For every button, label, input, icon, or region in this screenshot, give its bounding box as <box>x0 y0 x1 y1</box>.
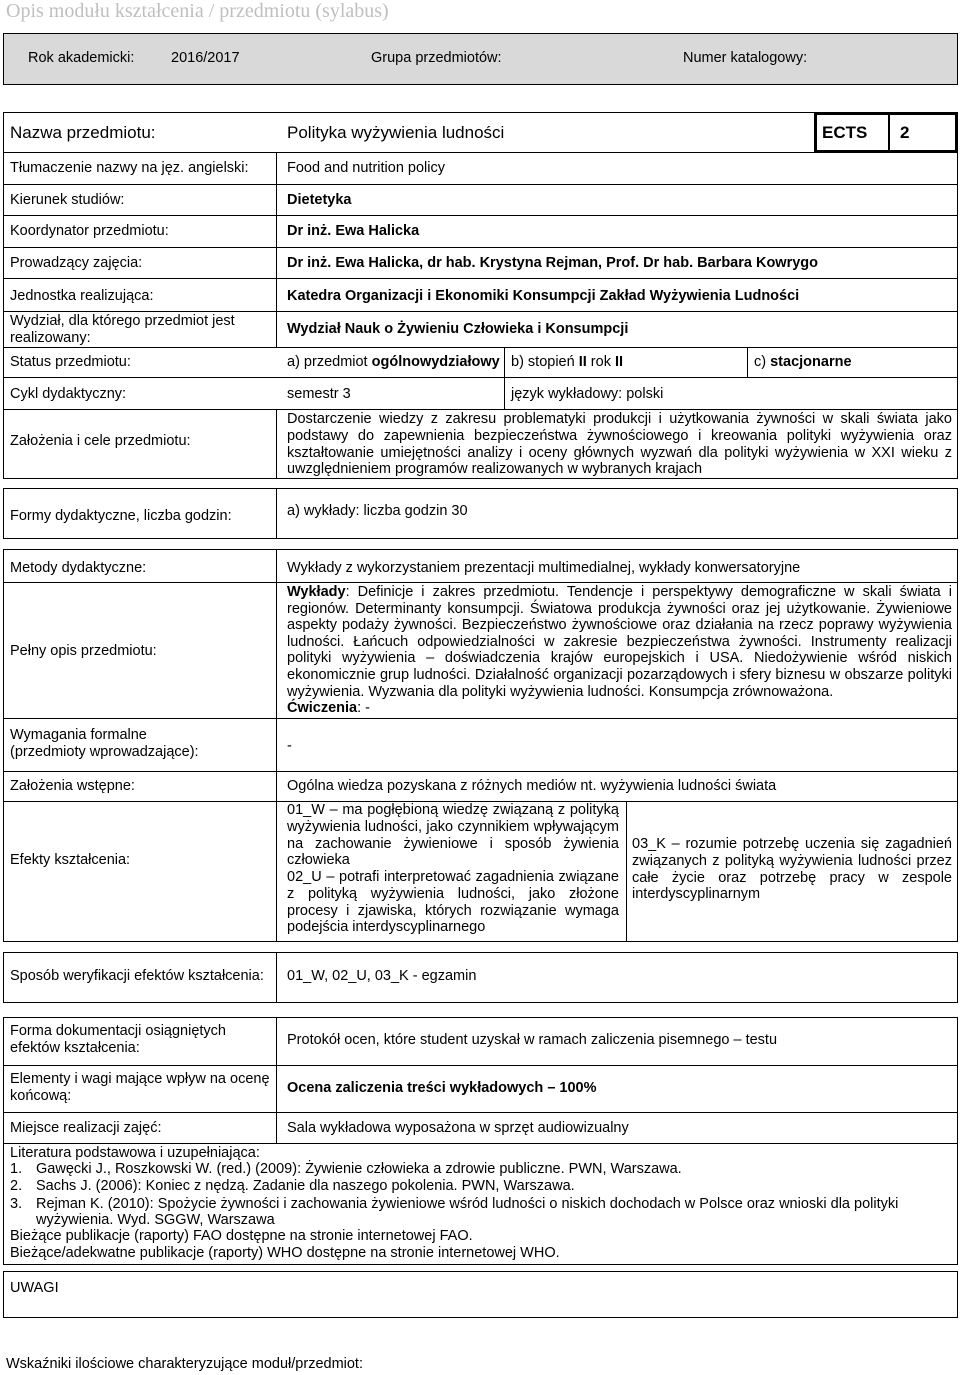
divider <box>3 184 958 185</box>
documentation-value: Protokół ocen, które student uzyskał w ramach zaliczenia pisemnego – testu <box>287 1032 778 1048</box>
divider <box>3 582 958 583</box>
unit-label: Jednostka realizująca: <box>10 288 154 304</box>
methods-label: Metody dydaktyczne: <box>10 560 147 576</box>
literature-extra-1: Bieżące publikacje (raporty) FAO dostępne na stronie internetowej FAO. <box>10 1228 473 1244</box>
divider <box>626 801 627 942</box>
ects-label: ECTS <box>822 123 868 142</box>
verification-value: 01_W, 02_U, 03_K - egzamin <box>287 968 477 984</box>
status-mode: c) stacjonarne <box>754 354 852 370</box>
literature-num-3: 3. <box>10 1196 23 1212</box>
divider <box>888 112 890 152</box>
divider <box>3 1065 958 1066</box>
requirements-label: Wymagania formalne <box>10 727 147 743</box>
goals-text: Dostarczenie wiedzy z zakresu problematyki produkcji i użytkowania żywności w skali świata jako podstawy do zapewnienia bezpieczeństwa żywnościowego i kreowania polityki wyżywienia oraz kształtowanie umiejętności analizy i oceny głównych wyzwań dla polityki wyżywienia w XXI wieku z uwzględnieniem programów realizowanych w wybranych krajach <box>287 411 952 478</box>
translation-label: Tłumaczenie nazwy na jęz. angielski: <box>10 160 249 176</box>
divider <box>3 247 958 248</box>
cycle-row <box>3 377 958 410</box>
weights-label-cont: końcową: <box>10 1088 72 1104</box>
divider <box>276 152 277 348</box>
divider <box>504 377 505 410</box>
cycle-semester: semestr 3 <box>287 386 351 402</box>
prerequisites-value: Ogólna wiedza pozyskana z różnych mediów nt. wyżywienia ludności świata <box>287 778 777 794</box>
goals-label: Założenia i cele przedmiotu: <box>10 433 191 449</box>
status-label: Status przedmiotu: <box>10 354 131 370</box>
place-value: Sala wykładowa wyposażona w sprzęt audiowizualny <box>287 1120 629 1136</box>
status-type: a) przedmiot ogólnowydziałowy <box>287 354 500 370</box>
prerequisites-label: Założenia wstępne: <box>10 778 135 794</box>
status-degree: b) stopień II rok II <box>511 354 624 370</box>
unit-value: Katedra Organizacji i Ekonomiki Konsumpcji Zakład Wyżywienia Ludności <box>287 288 800 304</box>
literature-num-2: 2. <box>10 1178 23 1194</box>
group-label: Grupa przedmiotów: <box>371 50 502 66</box>
remarks-label: UWAGI <box>10 1280 59 1296</box>
remarks-box <box>3 1271 958 1318</box>
cycle-label: Cykl dydaktyczny: <box>10 386 127 402</box>
literature-item-3: Rejman K. (2010): Spożycie żywności i zachowania żywieniowe wśród ludności o niskich dochodach w Polsce oraz wnioski dla polityki <box>36 1196 899 1212</box>
divider <box>3 1112 958 1113</box>
cycle-language: język wykładowy: polski <box>511 386 664 402</box>
academic-year-value: 2016/2017 <box>171 50 240 66</box>
literature-extra-2: Bieżące/adekwatne publikacje (raporty) WHO dostępne na stronie internetowej WHO. <box>10 1245 560 1261</box>
divider <box>276 549 277 942</box>
divider <box>3 215 958 216</box>
divider <box>3 311 958 312</box>
ects-value: 2 <box>900 123 910 142</box>
description-label: Pełny opis przedmiotu: <box>10 643 157 659</box>
divider <box>276 409 277 479</box>
outcome-competence: 03_K – rozumie potrzebę uczenia się zagadnień związanych z polityką wyżywienia ludności przez całe życie oraz potrzebę pracy w zespole interdyscyplinarnym <box>632 836 952 903</box>
place-label: Miejsce realizacji zajęć: <box>10 1120 162 1136</box>
coordinator-value: Dr inż. Ewa Halicka <box>287 223 420 239</box>
course-name-label: Nazwa przedmiotu: <box>10 123 156 142</box>
divider <box>3 718 958 719</box>
divider <box>276 952 277 1003</box>
divider <box>504 347 505 378</box>
weights-value: Ocena zaliczenia treści wykładowych – 100% <box>287 1080 597 1096</box>
faculty-value: Wydział Nauk o Żywieniu Człowieka i Konsumpcji <box>287 321 629 337</box>
documentation-label: Forma dokumentacji osiągniętych <box>10 1023 226 1039</box>
translation-value: Food and nutrition policy <box>287 160 445 176</box>
verification-label: Sposób weryfikacji efektów kształcenia: <box>10 968 264 984</box>
outcome-skills: 02_U – potrafi interpretować zagadnienia związane z polityką wyżywienia ludności, jako złożone procesy i zjawiska, których rozwiązanie wymaga podejścia interdyscyplinarnego <box>287 869 619 936</box>
forms-label: Formy dydaktyczne, liczba godzin: <box>10 508 232 524</box>
faculty-label: Wydział, dla którego przedmiot jest <box>10 313 235 329</box>
divider <box>3 771 958 772</box>
divider <box>276 1017 277 1144</box>
field-value: Dietetyka <box>287 192 352 208</box>
divider <box>747 347 748 378</box>
literature-heading: Literatura podstawowa i uzupełniająca: <box>10 1145 260 1161</box>
literature-num-1: 1. <box>10 1161 23 1177</box>
outcomes-label: Efekty kształcenia: <box>10 852 131 868</box>
description-text: Wykłady: Definicje i zakres przedmiotu. Tendencje i perspektywy demograficzne w skali świata i regionów. Determinanty konsumpcji. Światowa produkcja żywności oraz jej użytkowanie. Żywieniowe aspekty podaży żywności. Bezpieczeństwo żywnościowe oraz działania na rzecz poprawy wyżywienia ludności. Łańcuch odpowiedzialności w zakresie bezpieczeństwa żywności. Instrumenty realizacji polityki wyżywienia – doświadczenia krajów europejskich i USA. Niedożywienie wśród niskich ekonomicznie grup ludności. Działalność organizacji pozarządowych i sfery biznesu w obszarze polityki wyżywienia. Wyzwania dla polityki wyżywienia ludności. Konsumpcja zrównoważona. Ćwiczenia: - <box>287 584 952 717</box>
divider <box>3 278 958 279</box>
course-name-value: Polityka wyżywienia ludności <box>287 123 505 142</box>
footer-label: Wskaźniki ilościowe charakteryzujące moduł/przedmiot: <box>6 1356 363 1372</box>
outcome-knowledge: 01_W – ma pogłębioną wiedzę związaną z polityką wyżywienia ludności, jako czynnikiem wpływającym na zachowanie żywieniowe i sposób żywienia człowieka <box>287 802 619 869</box>
documentation-label-cont: efektów kształcenia: <box>10 1040 140 1056</box>
forms-value: a) wykłady: liczba godzin 30 <box>287 503 468 519</box>
requirements-label-cont: (przedmioty wprowadzające): <box>10 744 199 760</box>
weights-label: Elementy i wagi mające wpływ na ocenę <box>10 1071 270 1087</box>
lecturers-value: Dr inż. Ewa Halicka, dr hab. Krystyna Rejman, Prof. Dr hab. Barbara Kowrygo <box>287 255 819 271</box>
catalog-label: Numer katalogowy: <box>683 50 808 66</box>
divider <box>276 488 277 539</box>
field-label: Kierunek studiów: <box>10 192 125 208</box>
requirements-value: - <box>287 738 292 754</box>
page-title: Opis modułu kształcenia / przedmiotu (sylabus) <box>6 0 389 22</box>
literature-item-1: Gawęcki J., Roszkowski W. (red.) (2009): Żywienie człowieka a zdrowie publiczne. PWN, Warszawa. <box>36 1161 682 1177</box>
academic-year-label: Rok akademicki: <box>28 50 135 66</box>
literature-item-3-cont: wyżywienia. Wyd. SGGW, Warszawa <box>36 1212 275 1228</box>
coordinator-label: Koordynator przedmiotu: <box>10 223 169 239</box>
lecturers-label: Prowadzący zajęcia: <box>10 255 143 271</box>
faculty-label-cont: realizowany: <box>10 330 91 346</box>
methods-value: Wykłady z wykorzystaniem prezentacji multimedialnej, wykłady konwersatoryjne <box>287 560 801 576</box>
literature-item-2: Sachs J. (2006): Koniec z nędzą. Zadanie dla naszego pokolenia. PWN, Warszawa. <box>36 1178 575 1194</box>
